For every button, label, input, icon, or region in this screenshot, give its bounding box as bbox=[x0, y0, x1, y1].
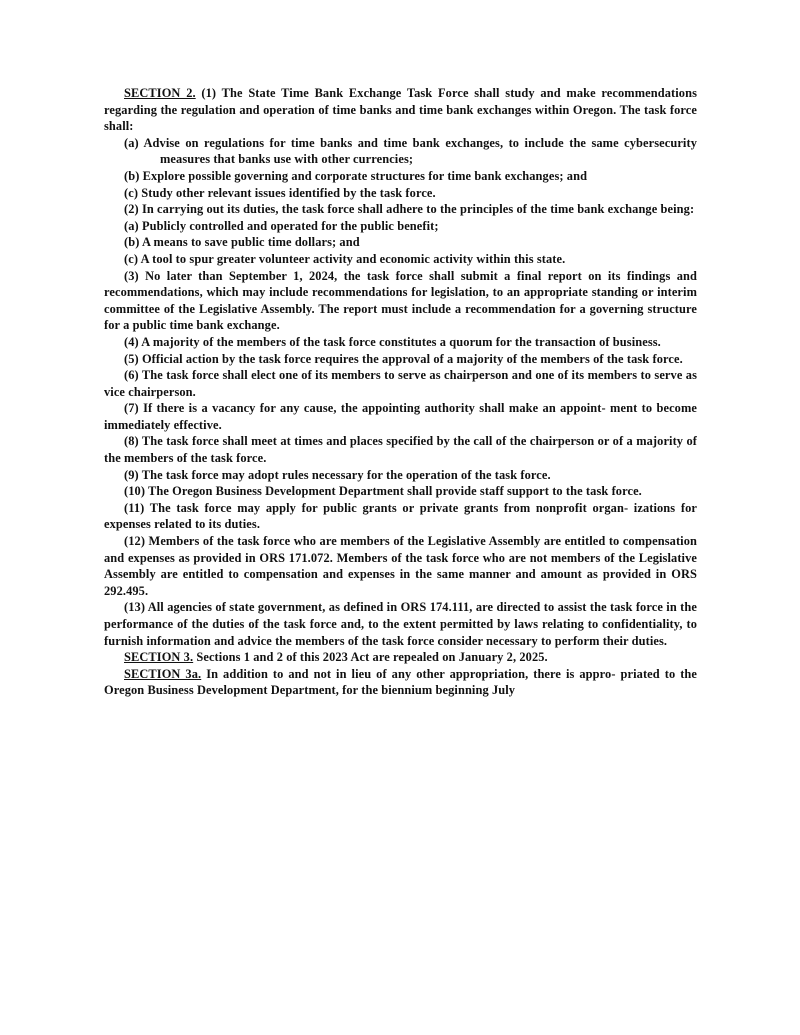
document-body bbox=[104, 85, 697, 699]
paragraph: (a) Publicly controlled and operated for the public benefit; bbox=[124, 218, 439, 233]
section-paragraph: SECTION 3. Sections 1 and 2 of this 2023 Act are repealed on January 2, 2025. bbox=[124, 650, 548, 665]
paragraph: (13) All agencies of state government, as defined in ORS 174.111, are directed to assist the task force in the performance of the duties of the task force and, to the extent permitted by laws relating to confidentiality, to furnish information and advice the members of the task force consider necessary to perform their duties. bbox=[104, 600, 697, 648]
paragraph: (12) Members of the task force who are members of the Legislative Assembly are entitled to compensation and expenses as provided in ORS 171.072. Members of the task force who are not members of the Legislative Assembly are entitled to compensation and expenses in the same manner and amount as provided in ORS 292.495. bbox=[104, 534, 697, 598]
paragraph: (b) Explore possible governing and corporate structures for time bank exchanges; and bbox=[124, 168, 588, 183]
paragraph: (a) Advise on regulations for time banks and time bank exchanges, to include the same cybersecurity measures that banks use with other currencies; bbox=[124, 135, 697, 167]
paragraph: (9) The task force may adopt rules necessary for the operation of the task force. bbox=[124, 467, 551, 482]
paragraph: (6) The task force shall elect one of its members to serve as chairperson and one of its members to serve as vice chairperson. bbox=[104, 368, 697, 399]
section-label: SECTION 3a. bbox=[124, 666, 202, 681]
paragraph: (3) No later than September 1, 2024, the task force shall submit a final report on its findings and recommendations, which may include recommendations for legislation, to an appropriate standing or interim committee of the Legislative Assembly. The report must include a recommendation for a governing structure for a public time bank exchange. bbox=[104, 268, 697, 333]
paragraph: (c) Study other relevant issues identified by the task force. bbox=[124, 185, 436, 200]
paragraph: (2) In carrying out its duties, the task force shall adhere to the principles of the time bank exchange being: bbox=[124, 202, 695, 217]
paragraph: (7) If there is a vacancy for any cause, the appointing authority shall make an appoint- ment to become immediately effective. bbox=[104, 401, 697, 432]
paragraph: (c) A tool to spur greater volunteer activity and economic activity within this state. bbox=[124, 251, 566, 266]
section-label: SECTION 2. bbox=[124, 86, 196, 100]
paragraph: (11) The task force may apply for public grants or private grants from nonprofit organ- izations for expenses related to its duties. bbox=[104, 500, 697, 532]
paragraph: (8) The task force shall meet at times and places specified by the call of the chairperson or of a majority of the members of the task force. bbox=[104, 434, 697, 466]
section-label: SECTION 3. bbox=[124, 650, 194, 665]
paragraph: (5) Official action by the task force requires the approval of a majority of the members of the task force. bbox=[124, 351, 683, 366]
section-paragraph: SECTION 2. (1) The State Time Bank Exchange Task Force shall study and make recommendations regarding the regulation and operation of time banks and time bank exchanges within Oregon. The task force shall: bbox=[104, 86, 697, 134]
paragraph: (4) A majority of the members of the task force constitutes a quorum for the transaction of business. bbox=[124, 334, 661, 349]
paragraph: (b) A means to save public time dollars; and bbox=[124, 235, 360, 250]
section-paragraph: SECTION 3a. In addition to and not in lieu of any other appropriation, there is appro- priated to the Oregon Business Development Department, for the biennium beginning July bbox=[104, 666, 698, 698]
paragraph: (10) The Oregon Business Development Department shall provide staff support to the task force. bbox=[124, 484, 642, 499]
